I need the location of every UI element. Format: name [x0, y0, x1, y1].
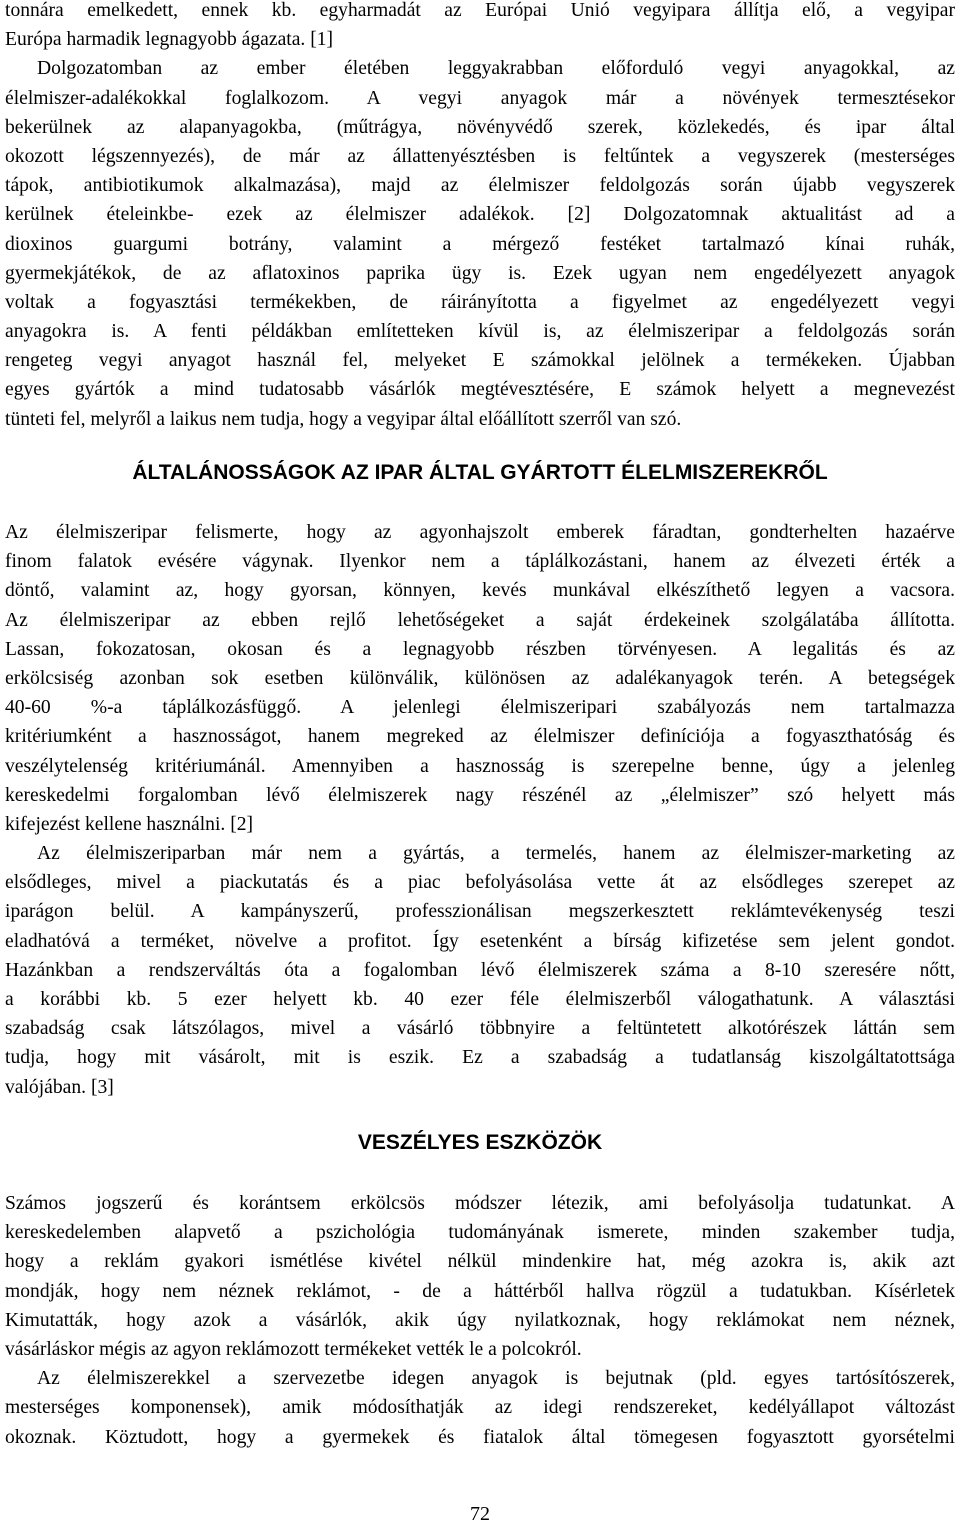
text-line: Európa harmadik legnagyobb ágazata. [1]: [5, 29, 334, 51]
text-line: okoznak. Köztudott, hogy a gyermekek és fiatalok által tömegesen fogyasztott gyorsételmi: [5, 1426, 955, 1448]
text-line: Az élelmiszeriparban már nem a gyártás, a termelés, hanem az élelmiszer-marketing az: [37, 843, 955, 865]
text-line: tudja, hogy mit vásárolt, mit is eszik. Ez a szabadság a tudatlanság kiszolgáltatottsága: [5, 1047, 955, 1069]
body-paragraphs: [5, 1189, 955, 1452]
text-line: Kimutatták, hogy azok a vásárlók, akik úgy nyilatkoznak, hogy reklámokat nem néznek,: [5, 1309, 955, 1331]
text-line: hogy a reklám gyakori ismétlése kivétel nélkül mindenkire hat, még azokra is, akik azt: [5, 1251, 955, 1273]
text-line: erkölcsiség azonban sok esetben különválik, különösen az adalékanyagok terén. A betegségek: [5, 667, 955, 689]
text-line: élelmiszer-adalékokkal foglalkozom. A vegyi anyagok már a növények termesztésekor: [5, 87, 955, 109]
text-line: tünteti fel, melyről a laikus nem tudja, hogy a vegyipar által előállított szerről van szó.: [5, 408, 682, 430]
text-line: eladhatóvá a terméket, növelve a profitot. Így esetenként a bírság kifizetése sem jelent gondot.: [5, 930, 955, 952]
text-line: iparágon belül. A kampányszerű, professzionálisan megszerkesztett reklámtevékenység teszi: [5, 901, 955, 923]
text-line: Dolgozatomban az ember életében leggyakrabban előforduló vegyi anyagokkal, az: [37, 58, 955, 80]
text-line: Az élelmiszerekkel a szervezetbe idegen anyagok is bejutnak (pld. egyes tartósítószerek,: [37, 1368, 955, 1390]
text-line: Lassan, fokozatosan, okosan és a legnagyobb részben törvényesen. A legalitás és az: [5, 638, 955, 660]
text-line: kritériumként a hasznosságot, hanem megreked az élelmiszer definíciója a fogyaszthatóság és: [5, 726, 955, 748]
text-line: kereskedelemben alapvető a pszichológia tudományának ismerete, minden szakember tudja,: [5, 1222, 955, 1244]
body-paragraphs: [5, 518, 955, 1102]
text-line: okozott légszennyezés), de már az állattenyésztésben is feltűntek a vegyszerek (mesterséges: [5, 145, 955, 167]
text-line: kereskedelmi forgalomban lévő élelmiszerek nagy részénél az „élelmiszer” szó helyett más: [5, 784, 955, 806]
section-heading: ÁLTALÁNOSSÁGOK AZ IPAR ÁLTAL GYÁRTOTT ÉLELMISZEREKRŐL: [132, 461, 828, 484]
text-line: kerülnek ételeinkbe- ezek az élelmiszer adalékok. [2] Dolgozatomnak aktualitást ad a: [5, 204, 955, 226]
text-line: mondják, hogy nem néznek reklámot, - de a háttérből hallva rögzül a tudatukban. Kísérletek: [5, 1280, 955, 1302]
text-line: 40-60 %-a táplálkozásfüggő. A jelenlegi élelmiszeripari szabályozás nem tartalmazza: [5, 697, 955, 719]
text-line: mesterséges komponensek), amik módosíthatják az idegi rendszereket, kedélyállapot változást: [5, 1397, 955, 1419]
text-line: dioxinos guargumi botrány, valamint a mérgező festéket tartalmazó kínai ruhák,: [5, 233, 955, 255]
text-line: bekerülnek az alapanyagokba, (műtrágya, növényvédő szerek, közlekedés, és ipar által: [5, 116, 955, 138]
text-line: anyagokra is. A fenti példákban említetteken kívül is, az élelmiszeripar a feldolgozás során: [5, 321, 955, 343]
text-line: Számos jogszerű és korántsem erkölcsös módszer létezik, ami befolyásolja tudatunkat. A: [5, 1193, 955, 1214]
text-line: Az élelmiszeripar az ebben rejlő lehetőségeket a saját érdekeinek szolgálatába állította.: [5, 609, 955, 631]
intro-paragraph: [5, 0, 955, 434]
text-line: gyermekjátékok, de az aflatoxinos paprika ügy is. Ezek ugyan nem engedélyezett anyagok: [5, 262, 955, 284]
text-line: rengeteg vegyi anyagot használ fel, melyeket E számokkal jelölnek a termékeken. Újabban: [5, 350, 955, 372]
text-line: tápok, antibiotikumok alkalmazása), majd az élelmiszer feldolgozás során újabb vegyszerek: [5, 175, 955, 197]
page-number: 72: [470, 1503, 490, 1525]
text-line: szabadság csak látszólagos, mivel a vásárló többnyire a feltüntetett alkotórészek láttán sem: [5, 1018, 955, 1040]
text-line: vásárláskor mégis az agyon reklámozott termékeket vették le a polcokról.: [5, 1338, 582, 1360]
text-line: kifejezést kellene használni. [2]: [5, 813, 254, 835]
text-line: voltak a fogyasztási termékekben, de ráirányította a figyelmet az engedélyezett vegyi: [5, 291, 955, 313]
text-line: elsődleges, mivel a piackutatás és a piac befolyásolása vette át az elsődleges szerepet az: [5, 872, 955, 894]
text-line: a korábbi kb. 5 ezer helyett kb. 40 ezer féle élelmiszerből válogathatunk. A választási: [5, 989, 955, 1010]
text-line: tonnára emelkedett, ennek kb. egyharmadát az Európai Unió vegyipara állítja elő, a vegyipar: [5, 0, 955, 21]
text-line: Hazánkban a rendszerváltás óta a fogalomban lévő élelmiszerek száma a 8-10 szeresére nőtt,: [5, 959, 955, 981]
text-line: finom falatok evésére vágynak. Ilyenkor nem a táplálkozástani, hanem az élvezeti érték a: [5, 551, 955, 573]
section-heading: VESZÉLYES ESZKÖZÖK: [357, 1131, 603, 1154]
text-line: egyes gyártók a mind tudatosabb vásárlók megtévesztésére, E számok helyett a megnevezést: [5, 379, 955, 401]
text-line: veszélytelenség kritériumánál. Amennyiben a hasznosság is szerepelne benne, úgy a jelenleg: [5, 755, 955, 777]
text-line: valójában. [3]: [5, 1076, 114, 1098]
text-line: Az élelmiszeripar felismerte, hogy az agyonhajszolt emberek fáradtan, gondterhelten hazaérve: [5, 522, 955, 543]
text-line: döntő, valamint az, hogy gyorsan, könnyen, kevés munkával elkészíthető legyen a vacsora.: [5, 580, 955, 602]
